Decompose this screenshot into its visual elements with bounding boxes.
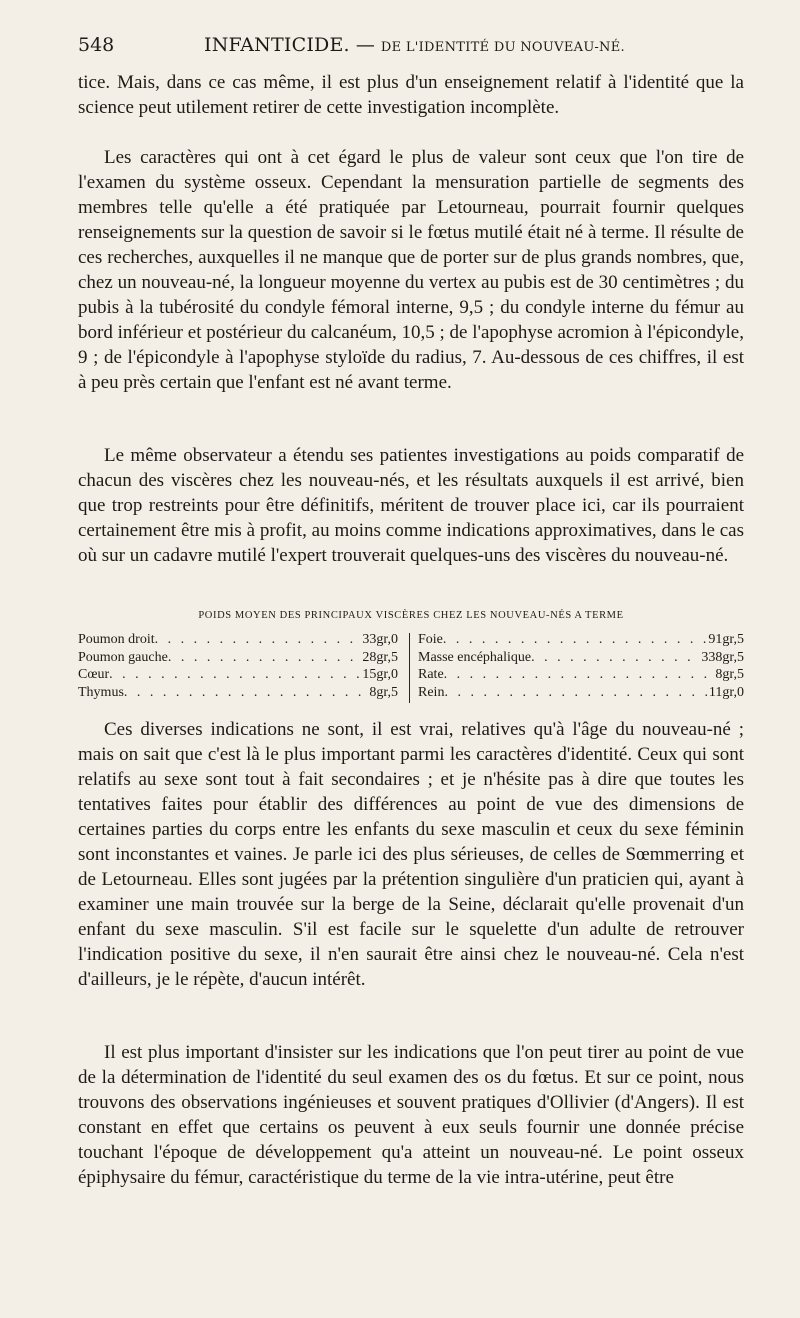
running-header [78,34,744,60]
table-divider [409,633,410,703]
running-title-main: INFANTICIDE. [204,34,350,56]
table-row [418,649,744,667]
table-row [418,684,744,702]
paragraph-5: Il est plus important d'insister sur les indications que l'on peut tirer au point de vue de la détermination de l'identité du seul examen des os du fœtus. Et sur ce point, nous trouvons des observations ingénieuses et souvent pratiques d'Ollivier (d'Angers). Il est constant en effet que certains os peuvent à eux seuls fournir une donnée précise touchant l'époque de développement qu'a atteint un nouveau-né. Le point osseux épiphysaire du fémur, caractéristique du terme de la vie intra-utérine, peut être [78,1042,744,1188]
row-label: Foie [418,632,443,647]
table-row [78,649,398,667]
table-row [78,631,398,649]
row-value: 8gr,5 [369,684,398,700]
page-number: 548 [78,34,115,56]
running-title [204,34,625,56]
paragraph-1: tice. Mais, dans ce cas même, il est plus d'un enseignement relatif à l'identité que la science peut utilement retirer de cette investigation incomplète. [78,72,744,118]
row-label: Rate [418,667,444,682]
row-value: 338gr,5 [701,649,744,665]
table-row [418,666,744,684]
paragraph-3: Le même observateur a étendu ses patientes investigations au poids comparatif de chacun des viscères chez les nouveau-nés, et les résultats auxquels il est arrivé, bien que trop restreints pour être définitifs, méritent de trouver place ici, car ils pourraient certainement être mis à profit, au moins comme indications approximatives, dans le cas où sur un cadavre mutilé l'expert trouverait quelques-uns des viscères du nouveau-né. [78,445,744,566]
row-label: Poumon droit [78,632,155,647]
row-value: 11gr,0 [708,684,744,700]
table-row [418,631,744,649]
row-label: Rein [418,684,445,700]
row-label: Cœur [78,667,110,682]
table-column-left [78,631,398,701]
paragraph-2: Les caractères qui ont à cet égard le plus de valeur sont ceux que l'on tire de l'examen du système osseux. Cependant la mensuration partielle de segments des membres telle qu'elle a été pratiquée par Letourneau, pourrait fournir quelques renseignements sur la question de savoir si le fœtus mutilé était né à terme. Il résulte de ces recherches, auxquelles il ne manque que de porter sur de plus grands nombres, que, chez un nouveau-né, la longueur moyenne du vertex au pubis est de 30 centimètres ; du pubis à la tubérosité du condyle fémoral interne, 9,5 ; du condyle interne du fémur au bord inférieur et postérieur du calcanéum, 10,5 ; de l'apophyse acromion à l'épicondyle, 9 ; de l'épicondyle à l'apophyse styloïde du radius, 7. Au-dessous de ces chiffres, il est à peu près certain que l'enfant est né avant terme. [78,147,744,393]
table-column-right [418,631,744,701]
row-value: 91gr,5 [708,632,744,647]
row-label: Poumon gauche [78,649,168,665]
row-value: 33gr,0 [362,632,398,647]
running-title-separator: — [349,34,381,56]
row-label: Masse encéphalique [418,649,532,665]
row-label: Thymus [78,684,124,700]
table-row [78,666,398,684]
row-value: 28gr,5 [362,649,398,665]
row-value: 15gr,0 [362,667,398,682]
running-title-sub: DE L'IDENTITÉ DU NOUVEAU-NÉ. [380,40,625,55]
row-value: 8gr,5 [715,667,744,682]
paragraph-4: Ces diverses indications ne sont, il est vrai, relatives qu'à l'âge du nouveau-né ; mais on sait que c'est là le plus important parmi les caractères d'identité. Ceux qui sont relatifs au sexe sont tout à fait secondaires ; et je n'hésite pas à dire que toutes les tentatives faites pour établir des différences au point de vue des dimensions de certaines parties du corps entre les enfants du sexe masculin et ceux du sexe féminin sont inconstantes et vaines. Je parle ici des plus sérieuses, de celles de Sœmmerring et de Letourneau. Elles sont jugées par la prétention singulière d'un praticien qui, ayant à examiner une main trouvée sur la berge de la Seine, déclarait qu'elle provenait d'un enfant du sexe masculin. S'il est facile sur le squelette d'un adulte de retrouver l'indication positive du sexe, il n'en saurait être ainsi chez le nouveau-né. Cela n'est d'ailleurs, je le répète, d'aucun intérêt. [78,719,744,990]
table-row [78,684,398,702]
table-title: POIDS MOYEN DES PRINCIPAUX VISCÈRES CHEZ LES NOUVEAU-NÉS A TERME [198,610,624,621]
